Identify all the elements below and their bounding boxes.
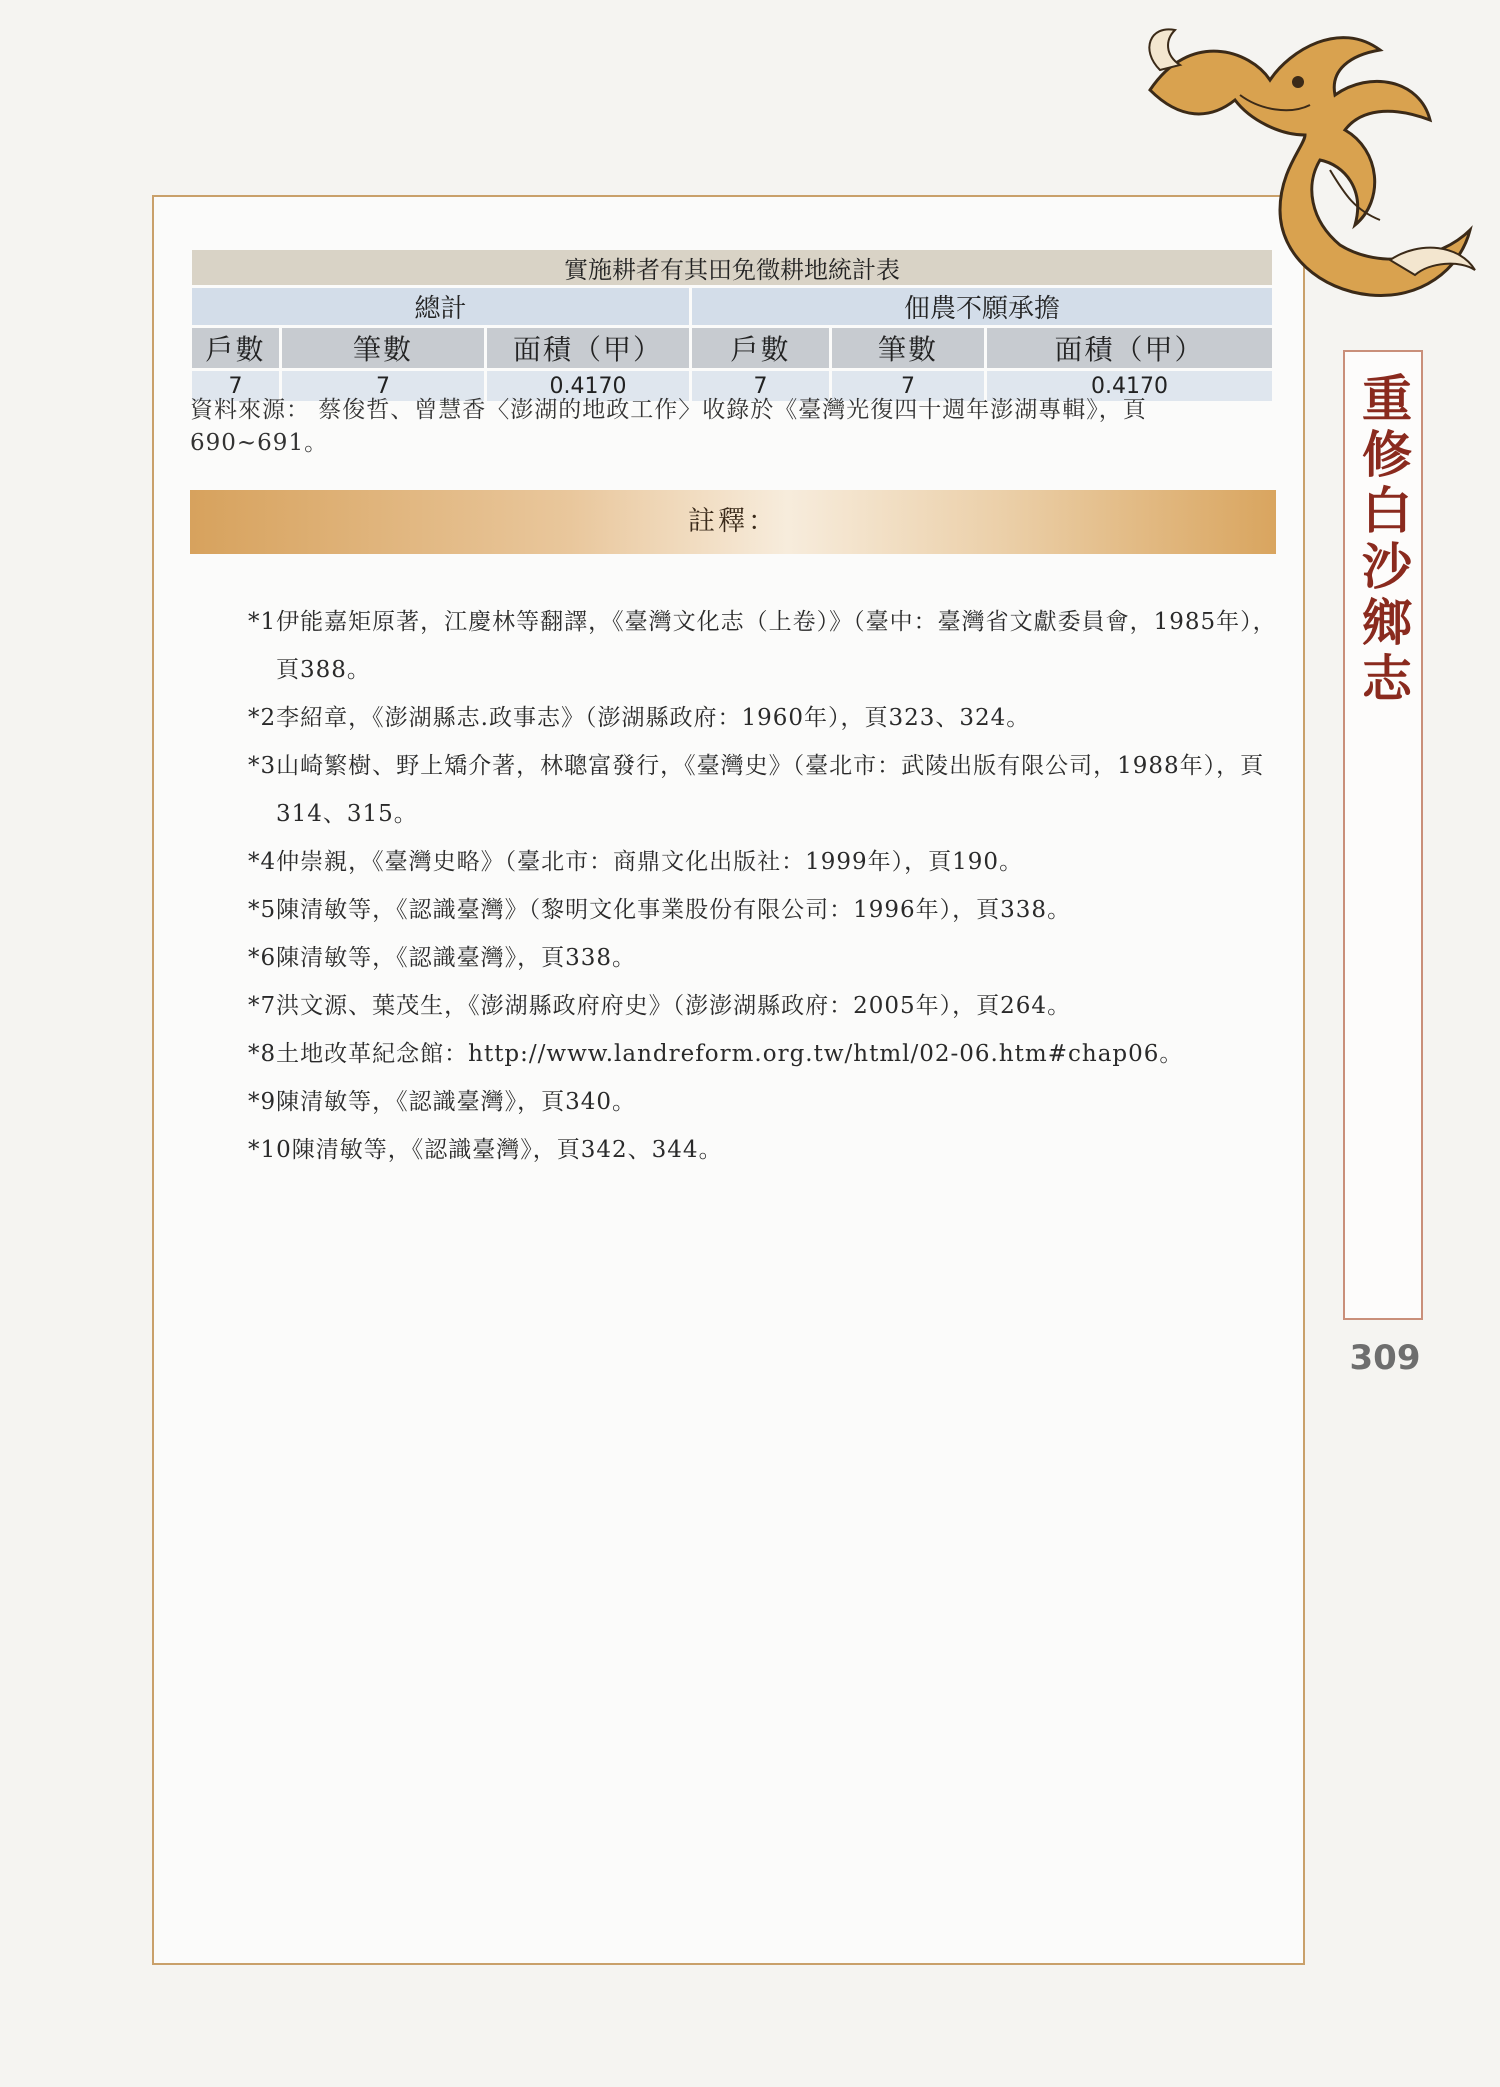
group-total: 總計: [192, 288, 692, 328]
notes-heading: 註釋：: [190, 490, 1276, 554]
group-tenant-declined: 佃農不願承擔: [692, 288, 1272, 328]
statistics-table: [192, 250, 1272, 404]
column-header: 面積（甲）: [987, 328, 1272, 371]
page-number: 309: [1349, 1338, 1421, 1378]
list-item: *3山崎繁樹、野上矯介著，林聰富發行，《臺灣史》（臺北市：武陵出版有限公司，1988年），頁314、315。: [248, 753, 1265, 827]
table-title-row: [192, 250, 1272, 288]
notes-list: [248, 598, 1278, 1174]
table-header-row: [192, 328, 1272, 371]
list-item: *10陳清敏等，《認識臺灣》，頁342、344。: [248, 1137, 723, 1163]
table-cell: 7: [692, 371, 832, 404]
list-item: *1伊能嘉矩原著，江慶林等翻譯，《臺灣文化志（上卷）》（臺中：臺灣省文獻委員會，1985年），頁388。: [248, 609, 1277, 683]
side-title-box: [1343, 350, 1423, 1320]
book-title: 重修白沙鄉志: [1354, 372, 1413, 708]
list-item: *7洪文源、葉茂生，《澎湖縣政府府史》（澎澎湖縣政府：2005年），頁264。: [248, 993, 1072, 1019]
source-note: 資料來源： 蔡俊哲、曾慧香〈澎湖的地政工作〉收錄於《臺灣光復四十週年澎湖專輯》，頁690~691。: [190, 397, 1147, 456]
table-title: 實施耕者有其田免徵耕地統計表: [192, 250, 1272, 288]
column-header: 面積（甲）: [487, 328, 692, 371]
table-cell: 0.4170: [987, 371, 1272, 404]
table-cell: 0.4170: [487, 371, 692, 404]
list-item: *6陳清敏等，《認識臺灣》，頁338。: [248, 945, 637, 971]
list-item: *5陳清敏等，《認識臺灣》（黎明文化事業股份有限公司：1996年），頁338。: [248, 897, 1072, 923]
table-cell: 7: [832, 371, 987, 404]
list-item: *4仲崇親，《臺灣史略》（臺北市：商鼎文化出版社：1999年），頁190。: [248, 849, 1024, 875]
table-cell: 7: [192, 371, 282, 404]
column-header: 筆數: [282, 328, 487, 371]
list-item: *9陳清敏等，《認識臺灣》，頁340。: [248, 1089, 637, 1115]
table-cell: 7: [282, 371, 487, 404]
list-item: *8土地改革紀念館：http://www.landreform.org.tw/html/02-06.htm#chap06。: [248, 1041, 1184, 1067]
column-header: 戶數: [192, 328, 282, 371]
column-header: 戶數: [692, 328, 832, 371]
column-header: 筆數: [832, 328, 987, 371]
table-group-row: [192, 288, 1272, 328]
list-item: *2李紹章，《澎湖縣志.政事志》（澎湖縣政府：1960年），頁323、324。: [248, 705, 1031, 731]
